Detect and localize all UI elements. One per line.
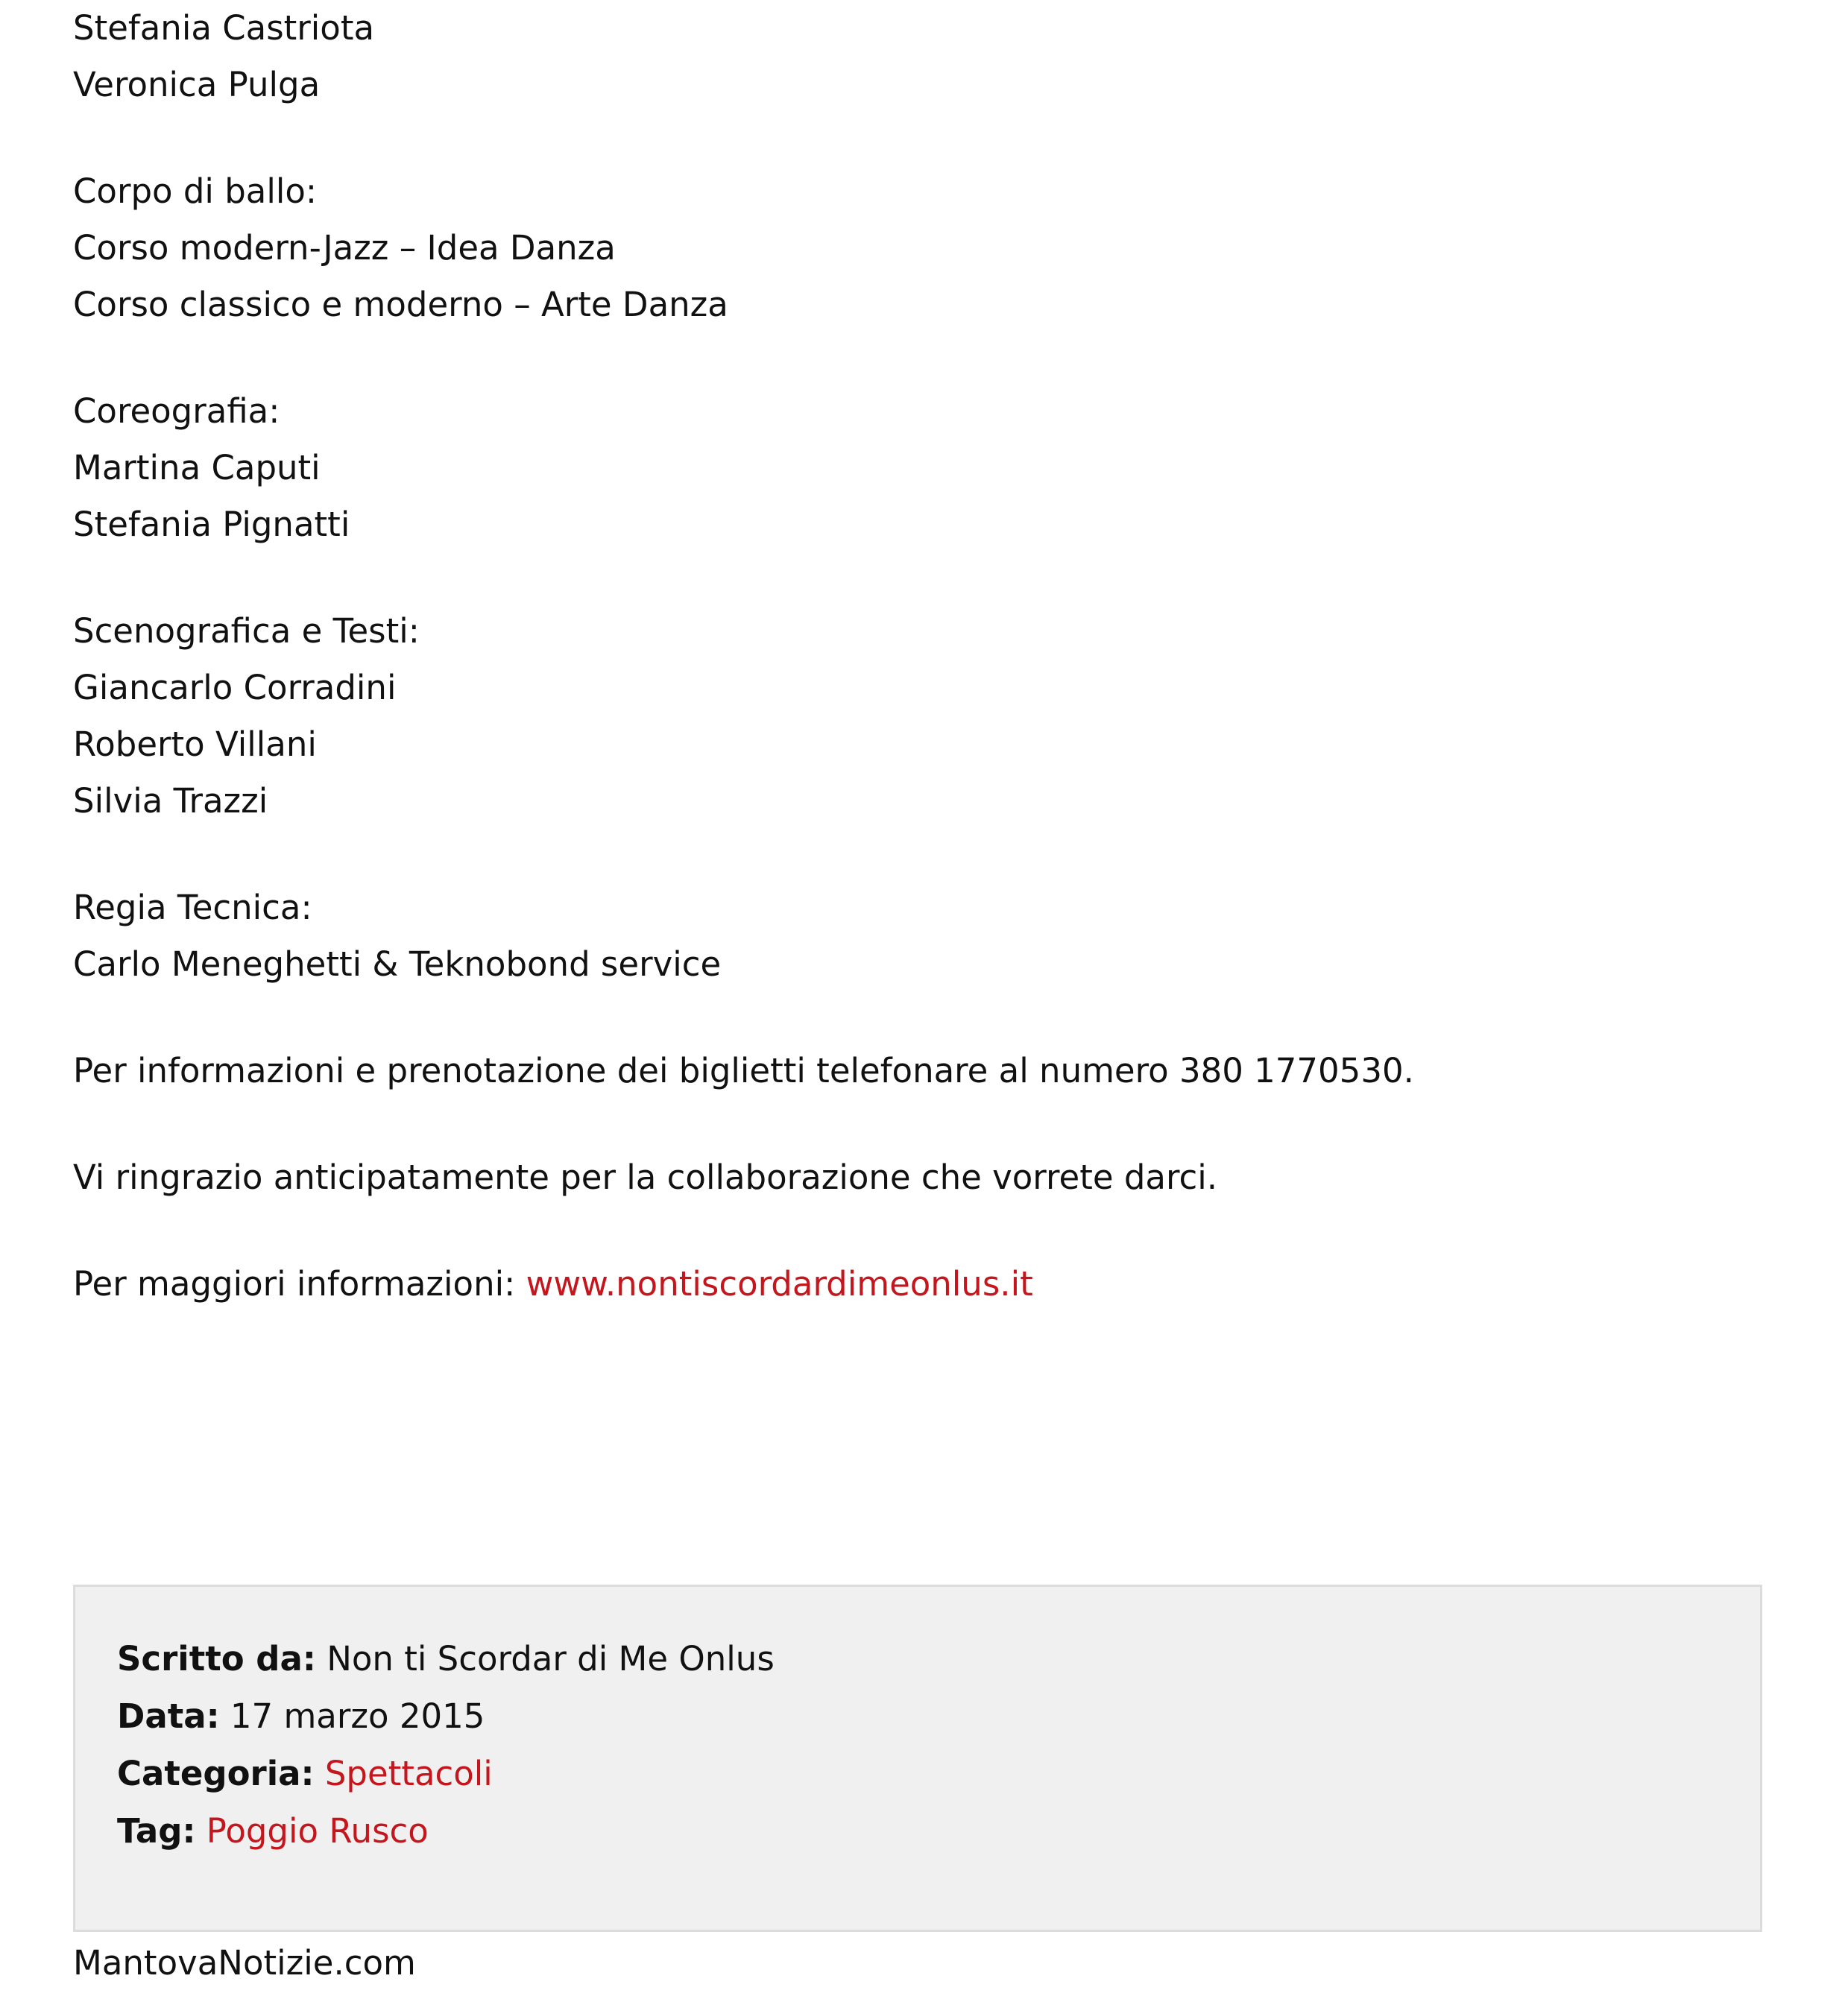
- choreo-item: Stefania Pignatti: [73, 505, 350, 544]
- corps-item: Corso classico e moderno – Arte Danza: [73, 285, 728, 324]
- dancer-name: Stefania Castriota: [73, 8, 375, 48]
- choreo-item: Martina Caputi: [73, 448, 321, 487]
- regia-heading: Regia Tecnica:: [73, 888, 312, 927]
- corps-heading: Corpo di ballo:: [73, 171, 318, 211]
- regia-item: Carlo Meneghetti & Teknobond service: [73, 944, 722, 984]
- tag-link[interactable]: Poggio Rusco: [206, 1811, 429, 1851]
- dancer-name: Veronica Pulga: [73, 65, 321, 104]
- website-link[interactable]: www.nontiscordardimeonlus.it: [526, 1264, 1033, 1304]
- sceno-item: Silvia Trazzi: [73, 781, 268, 821]
- author-label: Scritto da:: [117, 1639, 316, 1679]
- author-value: Non ti Scordar di Me Onlus: [327, 1639, 775, 1679]
- post-meta-box: [73, 1585, 1762, 1932]
- corps-item: Corso modern-Jazz – Idea Danza: [73, 228, 616, 268]
- site-footer: MantovaNotizie.com: [73, 1943, 416, 1983]
- date-label: Data:: [117, 1696, 220, 1736]
- sceno-heading: Scenografica e Testi:: [73, 611, 420, 651]
- meta-date: [117, 1687, 775, 1745]
- meta-tag: [117, 1802, 775, 1860]
- meta-category: [117, 1745, 775, 1802]
- more-info-paragraph: [73, 1256, 1773, 1313]
- meta-author: [117, 1630, 775, 1687]
- sceno-item: Giancarlo Corradini: [73, 668, 397, 707]
- date-value: 17 marzo 2015: [230, 1696, 485, 1736]
- more-info-label: Per maggiori informazioni:: [73, 1264, 516, 1304]
- sceno-item: Roberto Villani: [73, 724, 317, 764]
- tag-label: Tag:: [117, 1811, 196, 1851]
- category-link[interactable]: Spettacoli: [324, 1754, 493, 1793]
- choreo-heading: Coreografia:: [73, 391, 280, 431]
- info-paragraph: Per informazioni e prenotazione dei biglietti telefonare al numero 380 1770530.: [73, 1051, 1414, 1090]
- article-body: [73, 0, 1773, 1313]
- thanks-paragraph: Vi ringrazio anticipatamente per la collaborazione che vorrete darci.: [73, 1158, 1218, 1197]
- category-label: Categoria:: [117, 1754, 315, 1793]
